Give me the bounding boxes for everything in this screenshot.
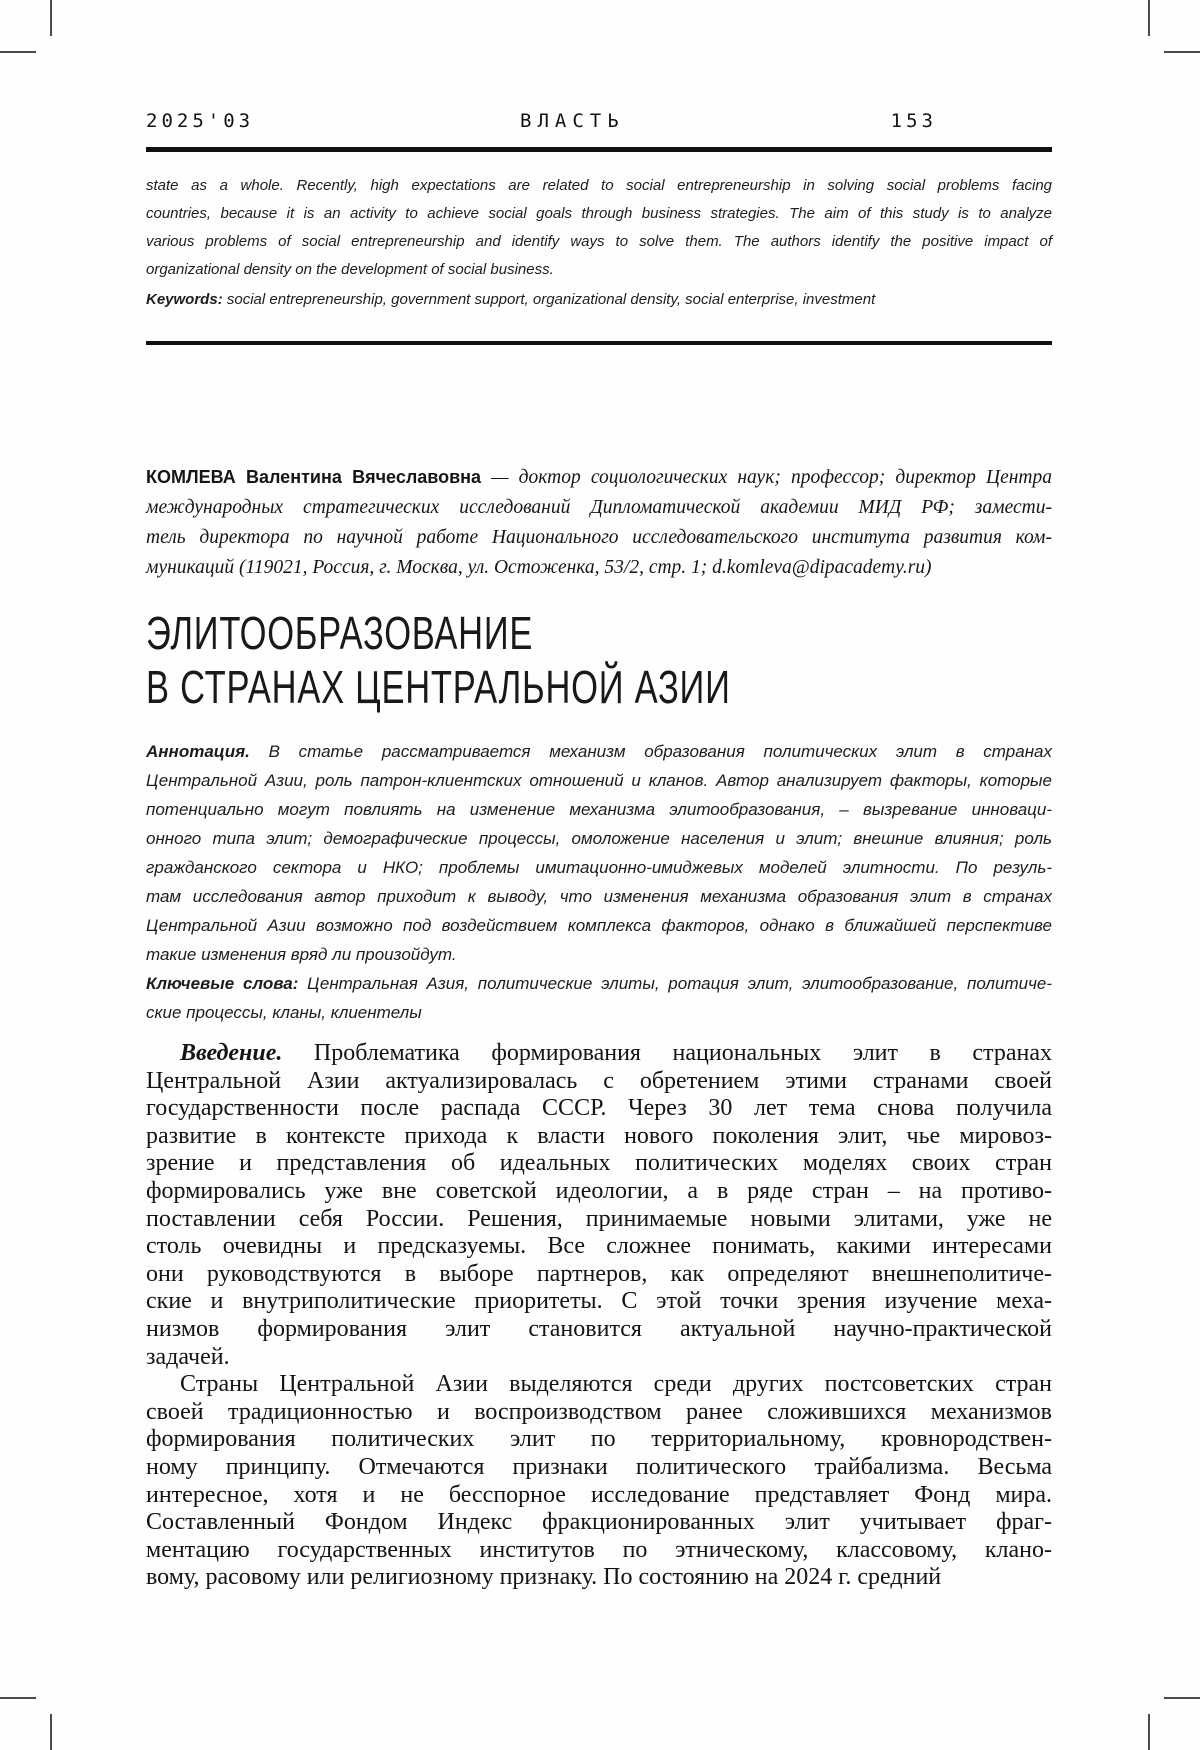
text-line: столь очевидны и предсказуемы. Все сложнее понимать, какими интересами xyxy=(146,1233,1052,1260)
annotation-first-line xyxy=(146,737,1052,766)
paragraph-intro-lines xyxy=(146,1068,1052,1372)
crop-mark-top-left-v xyxy=(50,0,52,36)
keywords-en-text: social entrepreneurship, government support, organizational density, social enterprise, investment xyxy=(222,291,876,308)
text-line: Центральной Азии актуализировалась с обретением этими странами своей xyxy=(146,1067,1052,1094)
text-line: международных стратегических исследований Дипломатической академии МИД РФ; замести- xyxy=(146,497,1052,518)
crop-mark-bottom-right-h xyxy=(1164,1697,1200,1699)
article-title-line2: В СТРАНАХ ЦЕНТРАЛЬНОЙ АЗИИ xyxy=(146,661,731,713)
text-line: развитие в контексте прихода к власти нового поколения элит, чье мировоз- xyxy=(146,1122,1052,1149)
author-lines xyxy=(146,493,1052,583)
keywords-en-label: Keywords: xyxy=(146,291,223,308)
text-line: своей традиционностью и воспроизводством ранее сложившихся механизмов xyxy=(146,1398,1052,1425)
crop-mark-top-right-h xyxy=(1164,51,1200,53)
crop-mark-bottom-left-v xyxy=(50,1714,52,1750)
text-line: гражданского сектора и НКО; проблемы имитационно-имиджевых моделей элитности. По резуль- xyxy=(146,858,1052,877)
text-line: Центральной Азии возможно под воздействием комплекса факторов, однако в ближайшей перспективе xyxy=(146,916,1052,935)
text-line: поставлении себя России. Решения, принимаемые новыми элитами, уже не xyxy=(146,1205,1052,1232)
crop-mark-top-right-v xyxy=(1148,0,1150,36)
text-line: countries, because it is an activity to achieve social goals through business strategies. The aim of this study is to analyze xyxy=(146,205,1052,222)
annotation-first-text: В статье рассматривается механизм образования политических элит в странах xyxy=(249,742,1052,761)
text-line: они руководствуются в выборе партнеров, как определяют внешнеполитиче- xyxy=(146,1260,1052,1287)
author-name: КОМЛЕВА Валентина Вячеславовна xyxy=(146,467,482,487)
author-first-line xyxy=(146,462,1052,493)
abstract-en xyxy=(146,172,1052,314)
text-line: various problems of social entrepreneurship and identify ways to solve them. The authors identify the positive impact of xyxy=(146,233,1052,250)
page-header xyxy=(146,110,937,132)
intro-first-text: Проблематика формирования национальных элит в странах xyxy=(282,1040,1052,1066)
annotation-label: Аннотация. xyxy=(146,742,250,761)
abstract-en-lines xyxy=(146,172,1052,284)
annotation-lines xyxy=(146,766,1052,969)
text-line: там исследования автор приходит к выводу, что изменения механизма образования элит в странах xyxy=(146,887,1052,906)
text-line: Страны Центральной Азии выделяются среди других постсоветских стран xyxy=(180,1371,1052,1398)
text-line: государственности после распада СССР. Через 30 лет тема снова получила xyxy=(146,1095,1052,1122)
article-title-line1: ЭЛИТООБРАЗОВАНИЕ xyxy=(146,607,534,659)
crop-mark-top-left-h xyxy=(0,51,36,53)
page-number: 153 xyxy=(890,110,937,132)
paragraph-2-lines xyxy=(146,1371,1052,1592)
text-line: интересное, хотя и не бесспорное исследование представляет Фонд мира. xyxy=(146,1481,1052,1508)
crop-mark-bottom-left-h xyxy=(0,1697,36,1699)
keywords-ru-line1 xyxy=(146,969,1052,998)
keywords-en xyxy=(146,286,1052,314)
text-line: ментацию государственных институтов по этническому, классовому, клано- xyxy=(146,1536,1052,1563)
text-line: Центральной Азии, роль патрон-клиентских отношений и кланов. Автор анализирует факторы, которые xyxy=(146,771,1052,790)
body-text xyxy=(146,1040,1052,1592)
text-line: формирования политических элит по территориальному, кровнородствен- xyxy=(146,1426,1052,1453)
author-block xyxy=(146,462,1052,583)
keywords-ru-line2: ские процессы, кланы, клиентелы xyxy=(146,1003,422,1022)
text-line: organizational density on the development of social business. xyxy=(146,261,554,278)
author-degrees: — доктор социологических наук; профессор; директор Центра xyxy=(481,467,1052,488)
text-line: муникаций (119021, Россия, г. Москва, ул. Остоженка, 53/2, стр. 1; d.komleva@dipacademy.ru) xyxy=(146,557,932,578)
keywords-ru-text: Центральная Азия, политические элиты, ротация элит, элитообразование, политиче- xyxy=(298,974,1052,993)
section-rule xyxy=(146,341,1052,345)
crop-mark-bottom-right-v xyxy=(1148,1714,1150,1750)
text-line: Составленный Фондом Индекс фракционированных элит учитывает фраг- xyxy=(146,1509,1052,1536)
text-line: вому, расовому или религиозному признаку. По состоянию на 2024 г. средний xyxy=(146,1564,942,1591)
text-line: онного типа элит; демографические процессы, омоложение населения и элит; внешние влияния; роль xyxy=(146,829,1052,848)
text-line: ному принципу. Отмечаются признаки политического трайбализма. Весьма xyxy=(146,1453,1052,1480)
text-line: ские и внутриполитические приоритеты. С этой точки зрения изучение меха- xyxy=(146,1288,1052,1315)
issue-label: 2025'03 xyxy=(146,110,255,132)
paragraph-intro-first-line xyxy=(146,1040,1052,1068)
text-line: низмов формирования элит становится актуальной научно-практической xyxy=(146,1315,1052,1342)
annotation-block xyxy=(146,737,1052,1027)
text-line: state as a whole. Recently, high expectations are related to social entrepreneurship in solving social problems facing xyxy=(146,177,1052,194)
text-line: зрение и представления об идеальных политических моделях своих стран xyxy=(146,1150,1052,1177)
journal-title: ВЛАСТЬ xyxy=(520,110,625,132)
keywords-ru-label: Ключевые слова: xyxy=(146,974,299,993)
article-title xyxy=(146,606,971,714)
text-line: формировались уже вне советской идеологии, а в ряде стран – на противо- xyxy=(146,1177,1052,1204)
text-line: такие изменения вряд ли произойдут. xyxy=(146,945,457,964)
intro-label: Введение. xyxy=(180,1040,283,1066)
text-line: тель директора по научной работе Национального исследовательского института развития ком- xyxy=(146,527,1052,548)
text-line: потенциально могут повлиять на изменение механизма элитообразования, – вызревание инноваци- xyxy=(146,800,1052,819)
text-line: задачей. xyxy=(146,1343,230,1370)
header-rule xyxy=(146,147,1052,152)
